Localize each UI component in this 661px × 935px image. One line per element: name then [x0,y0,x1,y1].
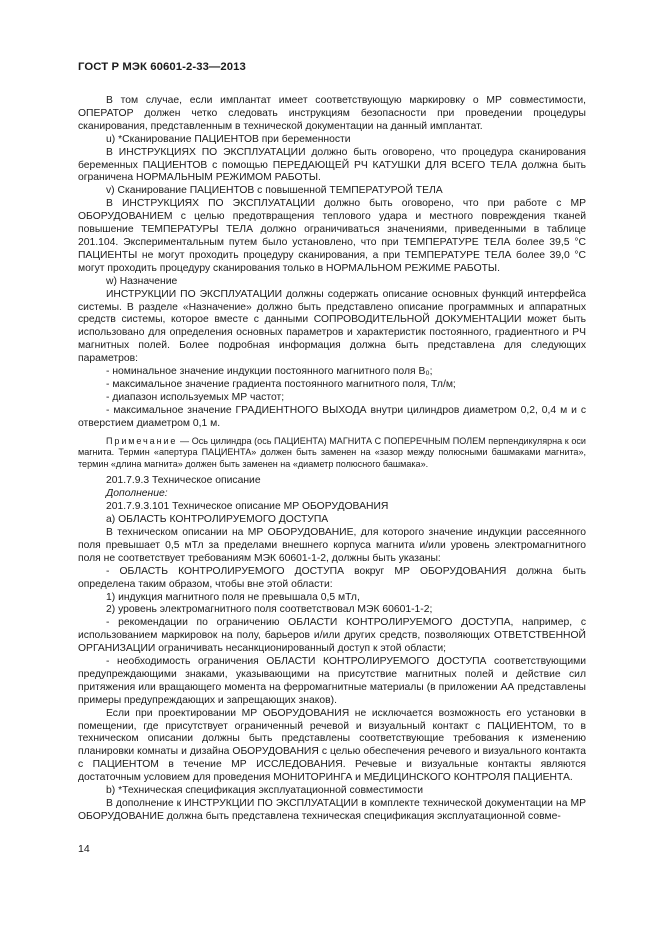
list-item: - диапазон используемых МР частот; [106,391,285,403]
document-body [78,95,586,824]
document-header: ГОСТ Р МЭК 60601-2-33—2013 [78,61,246,73]
paragraph: В ИНСТРУКЦИЯХ ПО ЭКСПЛУАТАЦИИ должно быть оговорено, что при работе с МР ОБОРУДОВАНИЕМ с целью предотвращения теплового удара и местного повреждения тканей повышение ТЕМПЕРАТУРЫ ТЕЛА должно ограничиваться значениями, приведенными в таблице 201.104. Экспериментальным путем было установлено, что при ТЕМПЕРАТУРЕ ТЕЛА более 39,5 °С ПАЦИЕНТЫ не могут проходить процедуру сканирования, а при ТЕМПЕРАТУРЕ ТЕЛА более 39,0 °С могут проходить процедуру сканирования только в НОРМАЛЬНОМ РЕЖИМЕ РАБОТЫ. [78,198,586,274]
paragraph: а) ОБЛАСТЬ КОНТРОЛИРУЕМОГО ДОСТУПА [106,514,329,526]
paragraph: b) *Техническая спецификация эксплуатационной совместимости [106,785,424,797]
paragraph: Дополнение: [106,488,168,500]
paragraph: В дополнение к ИНСТРУКЦИИ ПО ЭКСПЛУАТАЦИИ в комплекте технической документации на МР ОБОРУДОВАНИЕ должна быть представлена техническая спецификация эксплуатационной совме- [78,798,586,822]
paragraph: 2) уровень электромагнитного поля соответствовал МЭК 60601-1-2; [106,604,433,616]
note-paragraph [78,436,586,471]
paragraph: u) *Сканирование ПАЦИЕНТОВ при беременности [106,133,351,145]
list-item: - рекомендации по ограничению ОБЛАСТИ КОНТРОЛИРУЕМОГО ДОСТУПА, например, с использованием маркировок на полу, барьеров и/или других средств, позволяющих ОТВЕТСТВЕННОЙ ОРГАНИЗАЦИИ ограничивать несанкционированный доступ к этой области; [78,617,586,655]
note-label: Примечание [106,435,178,446]
list-item: - номинальное значение индукции постоянного магнитного поля B₀; [106,366,433,378]
paragraph: В ИНСТРУКЦИЯХ ПО ЭКСПЛУАТАЦИИ должно быть оговорено, что процедура сканирования беременных ПАЦИЕНТОВ с помощью ПЕРЕДАЮЩЕЙ РЧ КАТУШКИ ДЛЯ ВСЕГО ТЕЛА должна быть ограничена НОРМАЛЬНЫМ РЕЖИМОМ РАБОТЫ. [78,146,586,184]
list-item: - максимальное значение ГРАДИЕНТНОГО ВЫХОДА внутри цилиндров диаметром 0,2, 0,4 м и с отверстием диаметром 0,1 м. [78,404,586,429]
note-text: — Ось цилиндра (ось ПАЦИЕНТА) МАГНИТА С ПОПЕРЕЧНЫМ ПОЛЕМ перпендикулярна к оси магнита. Термин «апертура ПАЦИЕНТА» должен быть заменен на «зазор между полюсными башмаками магнита», термин «длина магнита» должен быть заменен на «диаметр полюсного башмака». [78,435,586,469]
list-item: - ОБЛАСТЬ КОНТРОЛИРУЕМОГО ДОСТУПА вокруг МР ОБОРУДОВАНИЯ должна быть определена таким образом, чтобы вне этой области: [78,565,586,590]
paragraph: В техническом описании на МР ОБОРУДОВАНИЕ, для которого значение индукции рассеянного поля превышает 0,5 мТл за пределами внешнего корпуса магнита и/или уровень электромагнитного поля не соответствует требованиям МЭК 60601-1-2, должны быть указаны: [78,526,586,564]
page-number: 14 [78,843,90,855]
list-item: - необходимость ограничения ОБЛАСТИ КОНТРОЛИРУЕМОГО ДОСТУПА соответствующими предупреждающими знаками, указывающими на присутствие магнитных полей и действие сил притяжения или вращающего момента на ферромагнитные материалы (в приложении АА представлены примеры предупреждающих и запрещающих знаков). [78,656,586,706]
paragraph: w) Назначение [106,275,178,287]
paragraph: 1) индукция магнитного поля не превышала 0,5 мТл, [106,591,360,603]
list-item: - максимальное значение градиента постоянного магнитного поля, Тл/м; [106,378,456,390]
paragraph: 201.7.9.3 Техническое описание [106,475,261,487]
paragraph: 201.7.9.3.101 Техническое описание МР ОБОРУДОВАНИЯ [106,501,389,513]
paragraph: Если при проектировании МР ОБОРУДОВАНИЯ не исключается возможность его установки в помещении, где присутствует ограниченный речевой и визуальный контакт с ПАЦИЕНТОМ, то в техническом описании должны быть представлены соответствующие требования к изменению планировки комнаты и дизайна ОБОРУДОВАНИЯ с целью обеспечения речевого и визуального контакта с ПАЦИЕНТОМ в течение МР ИССЛЕДОВАНИЯ. Речевые и визуальные контакты являются достаточным условием для проведения МОНИТОРИНГА и МЕДИЦИНСКОГО КОНТРОЛЯ ПАЦИЕНТА. [78,707,586,784]
paragraph: В том случае, если имплантат имеет соответствующую маркировку о МР совместимости, ОПЕРАТОР должен четко следовать инструкциям безопасности при проведении процедуры сканирования, представленным в технической документации на данный имплантат. [78,95,586,132]
paragraph: v) Сканирование ПАЦИЕНТОВ с повышенной ТЕМПЕРАТУРОЙ ТЕЛА [106,185,443,197]
paragraph: ИНСТРУКЦИИ ПО ЭКСПЛУАТАЦИИ должны содержать описание основных функций интерфейса системы. В разделе «Назначение» должно быть представлено описание программных и аппаратных средств системы, которое вместе с данными СОПРОВОДИТЕЛЬНОЙ ДОКУМЕНТАЦИИ может быть использовано для определения основных параметров и характеристик постоянного, градиентного и РЧ магнитных полей. Более подробная информация должна быть представлена для следующих параметров: [78,288,586,365]
